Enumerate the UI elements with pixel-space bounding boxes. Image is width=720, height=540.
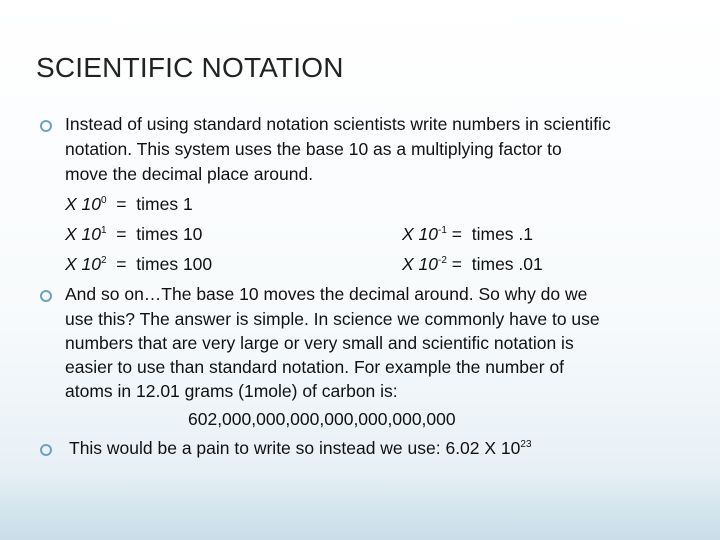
bullet-marker-icon [40, 444, 52, 456]
bullet2-line1: And so on…The base 10 moves the decimal around. So why do we [65, 284, 588, 304]
power-base: X 10 [65, 194, 101, 214]
bullet3-line [69, 436, 532, 461]
power-exponent: 0 [101, 195, 107, 207]
equals-sign: = [451, 254, 463, 274]
bullet-marker-icon [40, 290, 52, 302]
bullet2-line4: easier to use than standard notation. For example the number of [65, 357, 565, 377]
power-row-0 [65, 192, 193, 217]
power-row-neg2 [402, 252, 543, 277]
equals-sign: = [116, 194, 127, 214]
equals-sign: = [116, 224, 127, 244]
power-meaning: times .01 [471, 254, 543, 274]
power-base: X 10 [402, 224, 438, 244]
power-row-neg1 [402, 222, 533, 247]
equals-sign: = [116, 254, 127, 274]
power-row-1 [65, 222, 202, 247]
power-exponent: 1 [101, 225, 107, 237]
power-exponent: -1 [438, 225, 447, 237]
big-number: 602,000,000,000,000,000,000,000 [188, 409, 456, 429]
bullet1-line2: notation. This system uses the base 10 as a multiplying factor to [65, 139, 562, 159]
bullet2-line5: atoms in 12.01 grams (1mole) of carbon is: [65, 381, 398, 401]
bullet2-line2: use this? The answer is simple. In science we commonly have to use [65, 309, 600, 329]
power-meaning: times 10 [136, 224, 203, 244]
bullet3-text: This would be a pain to write so instead we use: 6.02 X 10 [69, 438, 521, 458]
power-base: X 10 [65, 224, 101, 244]
power-row-2 [65, 252, 212, 277]
bullet-marker-icon [40, 120, 52, 132]
power-exponent: 2 [101, 255, 107, 267]
power-base: X 10 [65, 254, 101, 274]
bullet2-line3: numbers that are very large or very small and scientific notation is [65, 333, 574, 353]
bullet3-exponent: 23 [520, 439, 532, 451]
power-meaning: times 1 [136, 194, 193, 214]
equals-sign: = [451, 224, 463, 244]
power-meaning: times .1 [471, 224, 534, 244]
bullet1-line3: move the decimal place around. [65, 164, 314, 184]
power-base: X 10 [402, 254, 438, 274]
slide-title: SCIENTIFIC NOTATION [36, 52, 344, 83]
power-exponent: -2 [438, 255, 447, 267]
power-meaning: times 100 [136, 254, 213, 274]
bullet1-line1: Instead of using standard notation scientists write numbers in scientific [65, 114, 611, 134]
